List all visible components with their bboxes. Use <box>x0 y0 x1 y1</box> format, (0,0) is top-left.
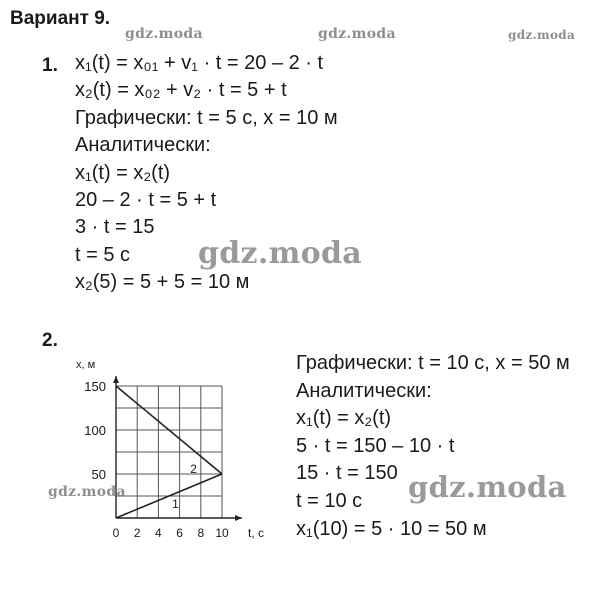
watermark-top-center: gdz.moda <box>318 26 396 42</box>
problem-1-number: 1. <box>42 55 58 76</box>
problem-2-line: x₁(10) = 5 · 10 = 50 м <box>296 517 487 540</box>
problem-1-line: Аналитически: <box>75 134 211 157</box>
problem-2-number: 2. <box>42 330 58 351</box>
problem-2-solution <box>296 350 570 543</box>
x-tick-label: 10 <box>215 526 229 540</box>
problem-1-line: Графически: t = 5 с, x = 10 м <box>75 106 338 129</box>
y-axis-label: x, м <box>76 359 96 371</box>
x-tick-label: 6 <box>176 526 183 540</box>
variant-title: Вариант 9. <box>10 8 111 29</box>
x-tick-label: 0 <box>112 526 120 540</box>
problem-1-line: x₂(t) = x₀₂ + v₂ · t = 5 + t <box>75 79 287 102</box>
y-tick-label: 100 <box>84 423 106 438</box>
series-label-1: 1 <box>172 497 179 512</box>
watermark-chart-left: gdz.moda <box>48 484 126 500</box>
watermark-top-right: gdz.moda <box>508 28 576 42</box>
problem-1-line: 20 – 2 · t = 5 + t <box>75 188 217 211</box>
problem-1-line: x₁(t) = x₀₁ + v₁ · t = 20 – 2 · t <box>75 52 324 74</box>
x-tick-label: 4 <box>155 526 162 540</box>
series-label-2: 2 <box>190 461 197 476</box>
y-axis-arrow <box>113 376 119 383</box>
y-tick-label: 150 <box>84 379 106 394</box>
x-axis-arrow <box>235 515 242 521</box>
problem-2-line: x₁(t) = x₂(t) <box>296 407 392 430</box>
x-tick-label: 8 <box>197 526 205 540</box>
problem-2-line: 15 · t = 150 <box>296 462 398 485</box>
x-tick-label: 2 <box>133 526 141 540</box>
problem-2-line: Графически: t = 10 с, x = 50 м <box>296 352 570 374</box>
watermark-middle: gdz.moda <box>198 236 363 271</box>
problem-2-line: t = 10 с <box>296 489 363 512</box>
x-axis-label: t, c <box>248 526 265 540</box>
y-tick-label: 50 <box>91 467 106 482</box>
problem-2-line: 5 · t = 150 – 10 · t <box>296 434 455 457</box>
problem-1-line: x₂(5) = 5 + 5 = 10 м <box>75 271 250 294</box>
problem-2-line: Аналитически: <box>296 379 432 402</box>
problem-1-line: x₁(t) = x₂(t) <box>75 161 171 184</box>
problem-1-line: 3 · t = 15 <box>75 216 155 239</box>
watermark-top-left: gdz.moda <box>125 26 203 42</box>
watermark-right: gdz.moda <box>408 470 567 504</box>
problem-1-line: t = 5 с <box>75 243 131 266</box>
